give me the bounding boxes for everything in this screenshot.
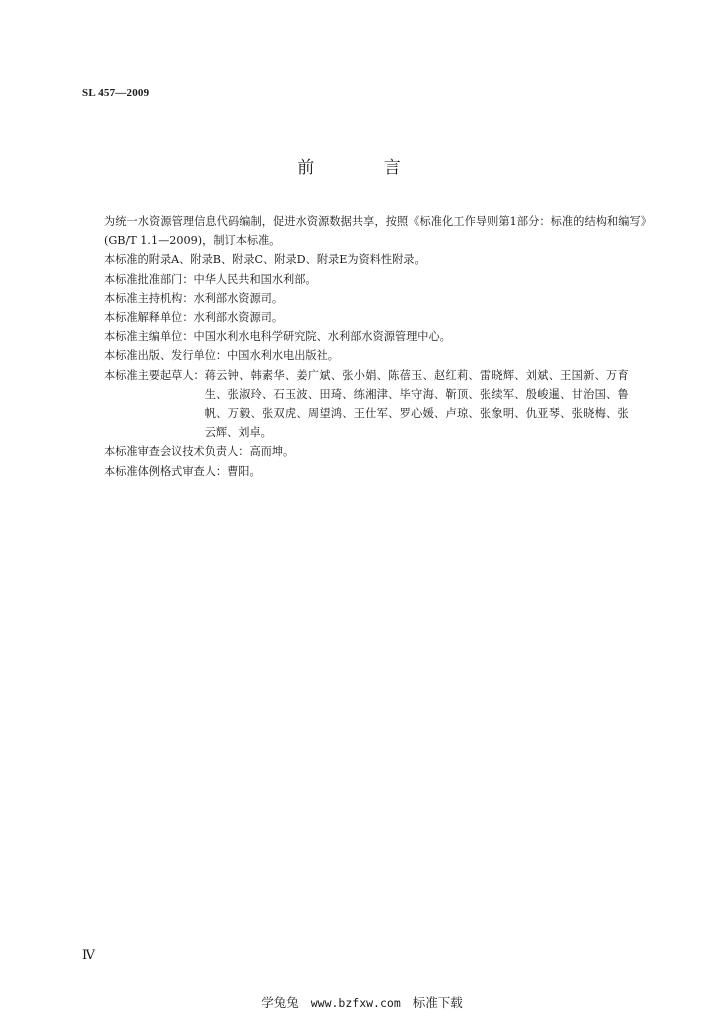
paragraph-chief-editor: 本标准主编单位：中国水利水电科学研究院、水利部水资源管理中心。 xyxy=(104,330,451,344)
paragraph-format-reviewer: 本标准体例格式审查人：曹阳。 xyxy=(104,464,261,478)
drafters-block xyxy=(82,366,652,443)
paragraph-appendix: 本标准的附录A、附录B、附录C、附录D、附录E为资料性附录。 xyxy=(104,253,426,267)
page-title: 前 言 xyxy=(297,158,433,178)
footer-url[interactable]: www.bzfxw.com xyxy=(310,996,401,1010)
foreword-body xyxy=(82,212,652,481)
footer xyxy=(0,993,724,1011)
paragraph-organizer: 本标准主持机构：水利部水资源司。 xyxy=(104,291,284,305)
paragraph-purpose: 为统一水资源管理信息代码编制，促进水资源数据共享，按照《标准化工作导则第1部分：标准的结构和编写》(GB/T 1.1—2009)，制订本标准。 xyxy=(104,215,652,248)
paragraph-publisher: 本标准出版、发行单位：中国水利水电出版社。 xyxy=(104,349,339,363)
paragraph-interpreter: 本标准解释单位：水利部水资源司。 xyxy=(104,311,284,325)
standard-code: SL 457—2009 xyxy=(82,87,150,99)
drafters-names: 蒋云钟、韩素华、姜广斌、张小娟、陈蓓玉、赵红莉、雷晓辉、刘斌、王国新、万育生、张淑玲、石玉波、田琦、练湘津、毕守海、靳顶、张续军、殷峻暹、甘治国、鲁帆、万毅、张双虎、周望鸿、王仕军、罗心媛、卢琼、张象明、仇亚琴、张晓梅、张云辉、刘卓。 xyxy=(204,368,629,440)
page-number: Ⅳ xyxy=(82,947,95,962)
footer-tagline: 标准下载 xyxy=(412,995,463,1010)
paragraph-review-lead: 本标准审查会议技术负责人：高而坤。 xyxy=(104,445,295,459)
paragraph-approval: 本标准批准部门：中华人民共和国水利部。 xyxy=(104,272,317,286)
drafters-label: 本标准主要起草人： xyxy=(104,368,205,382)
footer-site-name: 学兔兔 xyxy=(261,995,299,1010)
